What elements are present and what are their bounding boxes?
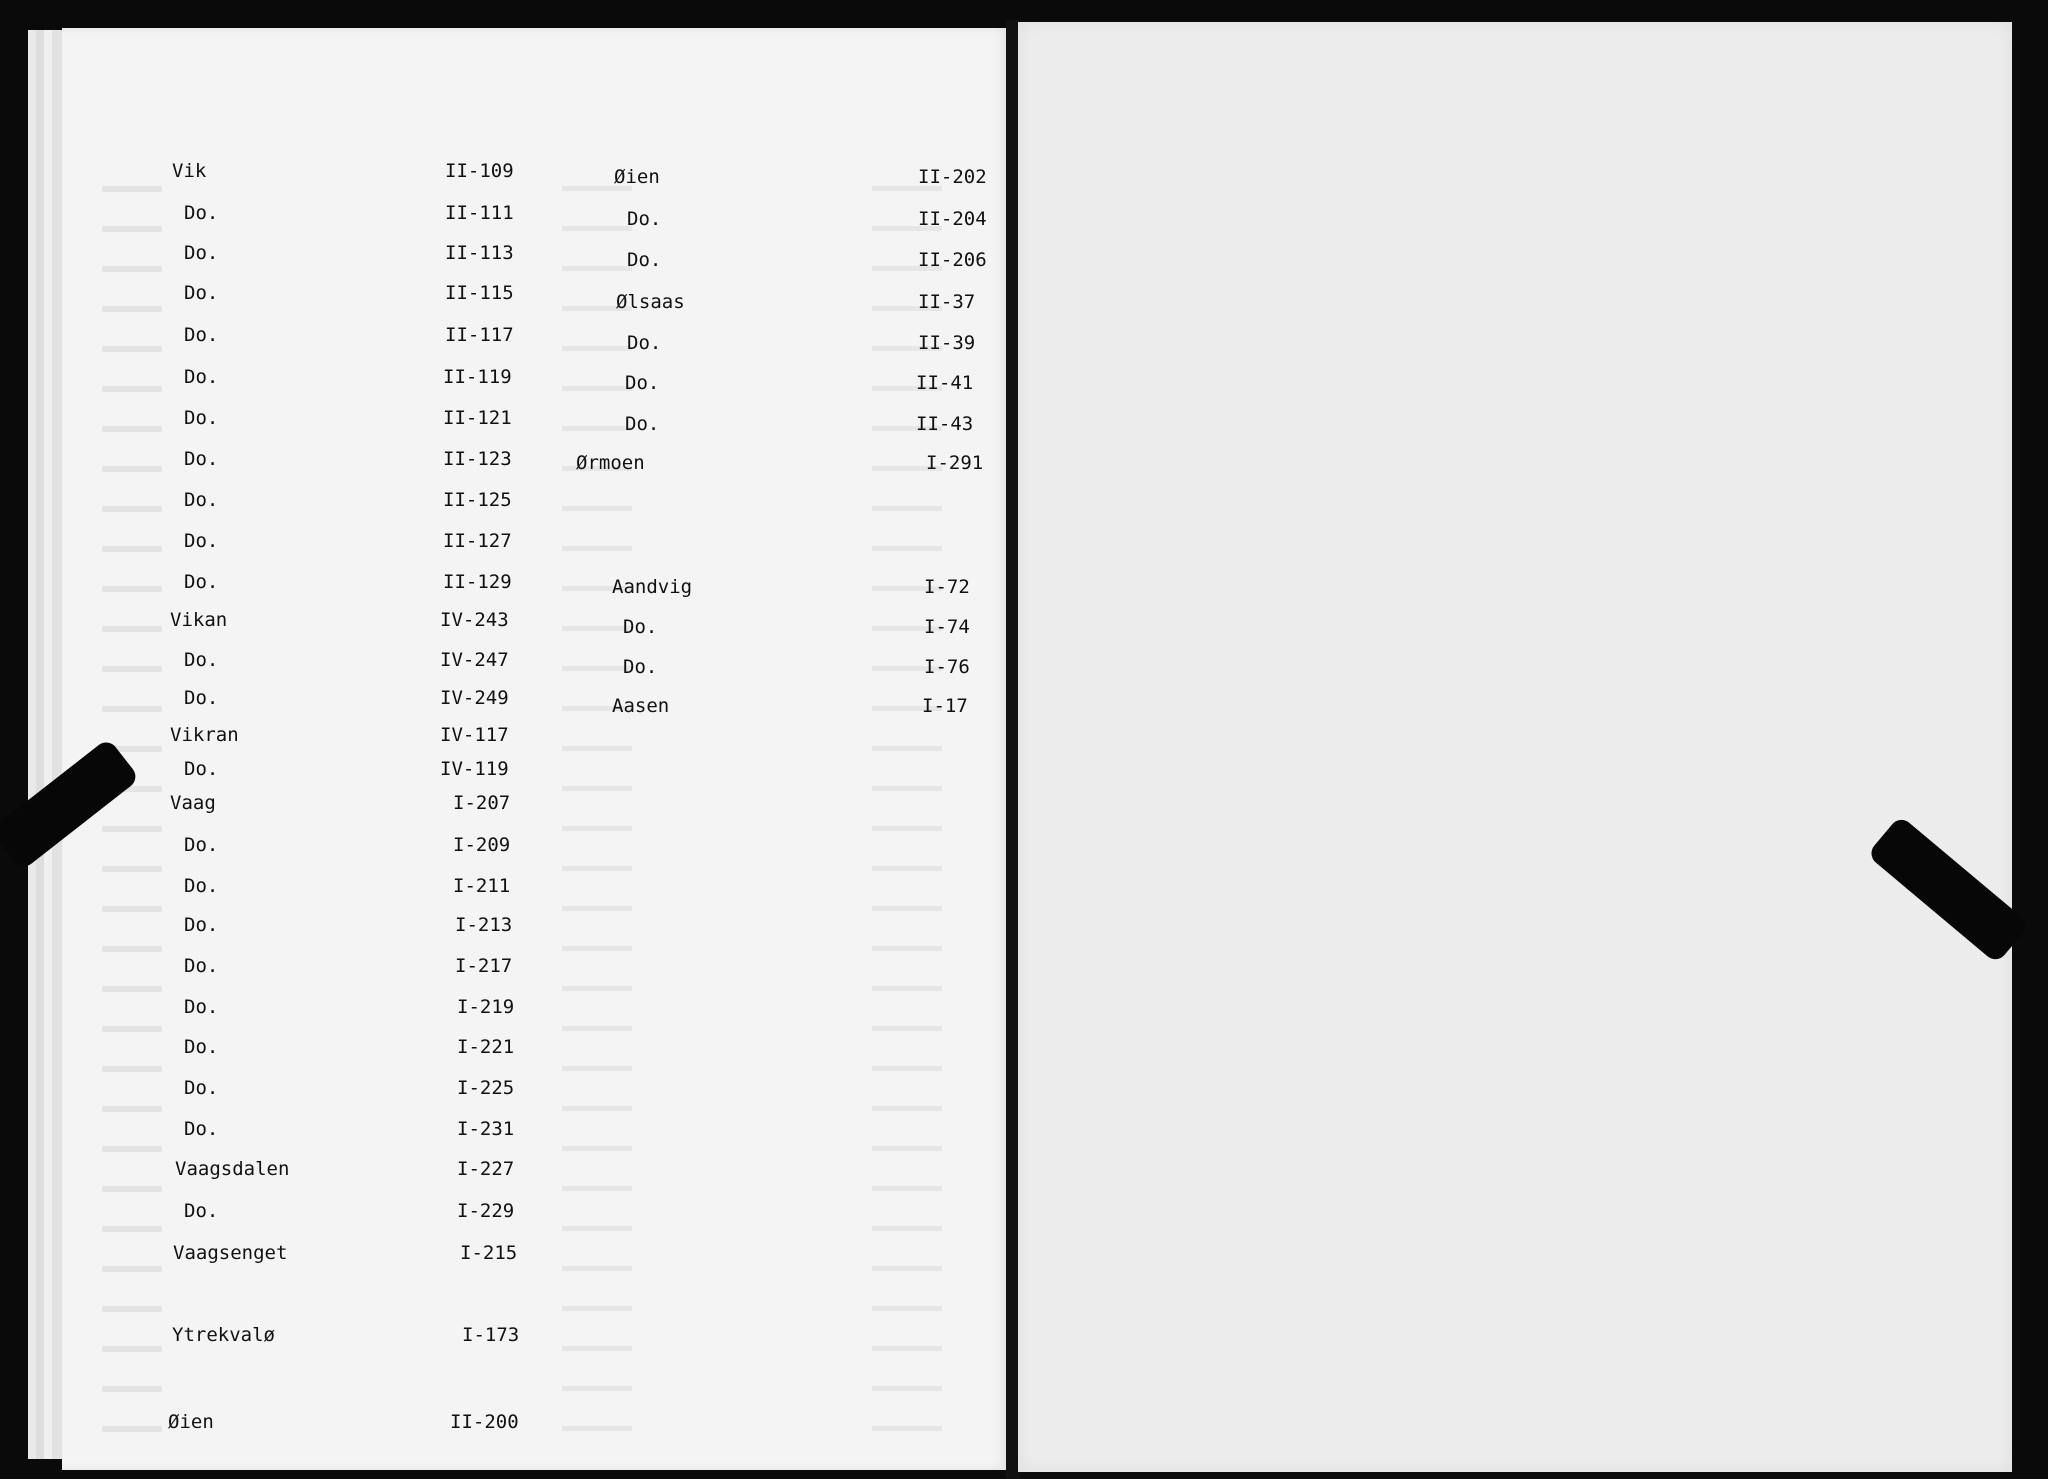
column1-place-name: Do. xyxy=(184,242,219,264)
column1-place-name: Do. xyxy=(184,571,219,593)
column1-reference: II-200 xyxy=(450,1411,519,1433)
column1-place-name: Do. xyxy=(184,996,219,1018)
column2-reference: I-17 xyxy=(922,695,968,717)
column1-reference: I-217 xyxy=(455,955,513,977)
column1-reference: II-125 xyxy=(443,489,512,511)
column1-reference: I-173 xyxy=(462,1324,520,1346)
column1-reference: I-213 xyxy=(455,914,513,936)
column1-place-name: Do. xyxy=(184,407,219,429)
column1-reference: II-123 xyxy=(443,448,512,470)
column2-reference: II-206 xyxy=(918,249,987,271)
column2-place-name: Ørmoen xyxy=(576,452,645,474)
column1-reference: I-229 xyxy=(457,1200,515,1222)
column1-reference: II-115 xyxy=(445,282,514,304)
column1-reference: I-211 xyxy=(453,875,511,897)
column2-reference: I-72 xyxy=(924,576,970,598)
column1-reference: II-121 xyxy=(443,407,512,429)
right-page-blank xyxy=(1018,22,2012,1472)
column2-place-name: Do. xyxy=(627,208,662,230)
column1-reference: I-209 xyxy=(453,834,511,856)
column1-reference: II-117 xyxy=(445,324,514,346)
column1-reference: II-111 xyxy=(445,202,514,224)
column1-reference: I-215 xyxy=(460,1242,518,1264)
column2-reference: II-204 xyxy=(918,208,987,230)
column2-place-name: Do. xyxy=(627,249,662,271)
column1-reference: IV-247 xyxy=(440,649,509,671)
column1-reference: II-119 xyxy=(443,366,512,388)
column2-reference: II-41 xyxy=(916,372,974,394)
column1-place-name: Do. xyxy=(184,1118,219,1140)
column2-reference: II-202 xyxy=(918,166,987,188)
column2-reference: I-291 xyxy=(926,452,984,474)
column2-place-name: Do. xyxy=(623,656,658,678)
column2-place-name: Aandvig xyxy=(612,576,693,598)
column1-reference: IV-117 xyxy=(440,724,509,746)
column2-reference: II-37 xyxy=(918,291,976,313)
column2-reference: II-39 xyxy=(918,332,976,354)
column2-place-name: Do. xyxy=(625,372,660,394)
column1-reference: II-109 xyxy=(445,160,514,182)
column1-place-name: Do. xyxy=(184,530,219,552)
column1-place-name: Vaagsdalen xyxy=(175,1158,290,1180)
column1-place-name: Do. xyxy=(184,324,219,346)
column1-reference: IV-119 xyxy=(440,758,509,780)
column2-reference: II-43 xyxy=(916,413,974,435)
column1-place-name: Øien xyxy=(168,1411,214,1433)
column1-place-name: Vaag xyxy=(170,792,216,814)
column1-reference: I-227 xyxy=(457,1158,515,1180)
column1-place-name: Ytrekvalø xyxy=(172,1324,275,1346)
column2-place-name: Aasen xyxy=(612,695,670,717)
column2-place-name: Do. xyxy=(627,332,662,354)
column1-place-name: Vikan xyxy=(170,609,228,631)
column1-place-name: Do. xyxy=(184,1036,219,1058)
column1-place-name: Do. xyxy=(184,955,219,977)
column1-reference: I-221 xyxy=(457,1036,515,1058)
column2-reference: I-76 xyxy=(924,656,970,678)
column1-place-name: Do. xyxy=(184,1077,219,1099)
column1-place-name: Do. xyxy=(184,649,219,671)
column1-reference: I-231 xyxy=(457,1118,515,1140)
column1-place-name: Do. xyxy=(184,914,219,936)
column1-place-name: Do. xyxy=(184,1200,219,1222)
column1-reference: IV-243 xyxy=(440,609,509,631)
column1-place-name: Do. xyxy=(184,202,219,224)
column2-place-name: Ølsaas xyxy=(616,291,685,313)
column1-reference: IV-249 xyxy=(440,687,509,709)
column1-reference: I-219 xyxy=(457,996,515,1018)
column1-place-name: Do. xyxy=(184,282,219,304)
column1-place-name: Do. xyxy=(184,366,219,388)
column1-place-name: Do. xyxy=(184,489,219,511)
column1-reference: I-207 xyxy=(453,792,511,814)
column2-place-name: Øien xyxy=(614,166,660,188)
column1-place-name: Do. xyxy=(184,687,219,709)
column1-place-name: Do. xyxy=(184,448,219,470)
column1-reference: II-127 xyxy=(443,530,512,552)
column1-place-name: Vaagsenget xyxy=(173,1242,288,1264)
column2-reference: I-74 xyxy=(924,616,970,638)
column2-place-name: Do. xyxy=(623,616,658,638)
column1-place-name: Vik xyxy=(172,160,207,182)
column1-reference: I-225 xyxy=(457,1077,515,1099)
column1-place-name: Do. xyxy=(184,834,219,856)
column1-place-name: Do. xyxy=(184,875,219,897)
column1-place-name: Vikran xyxy=(170,724,239,746)
column1-place-name: Do. xyxy=(184,758,219,780)
column2-place-name: Do. xyxy=(625,413,660,435)
column1-reference: II-129 xyxy=(443,571,512,593)
column1-reference: II-113 xyxy=(445,242,514,264)
